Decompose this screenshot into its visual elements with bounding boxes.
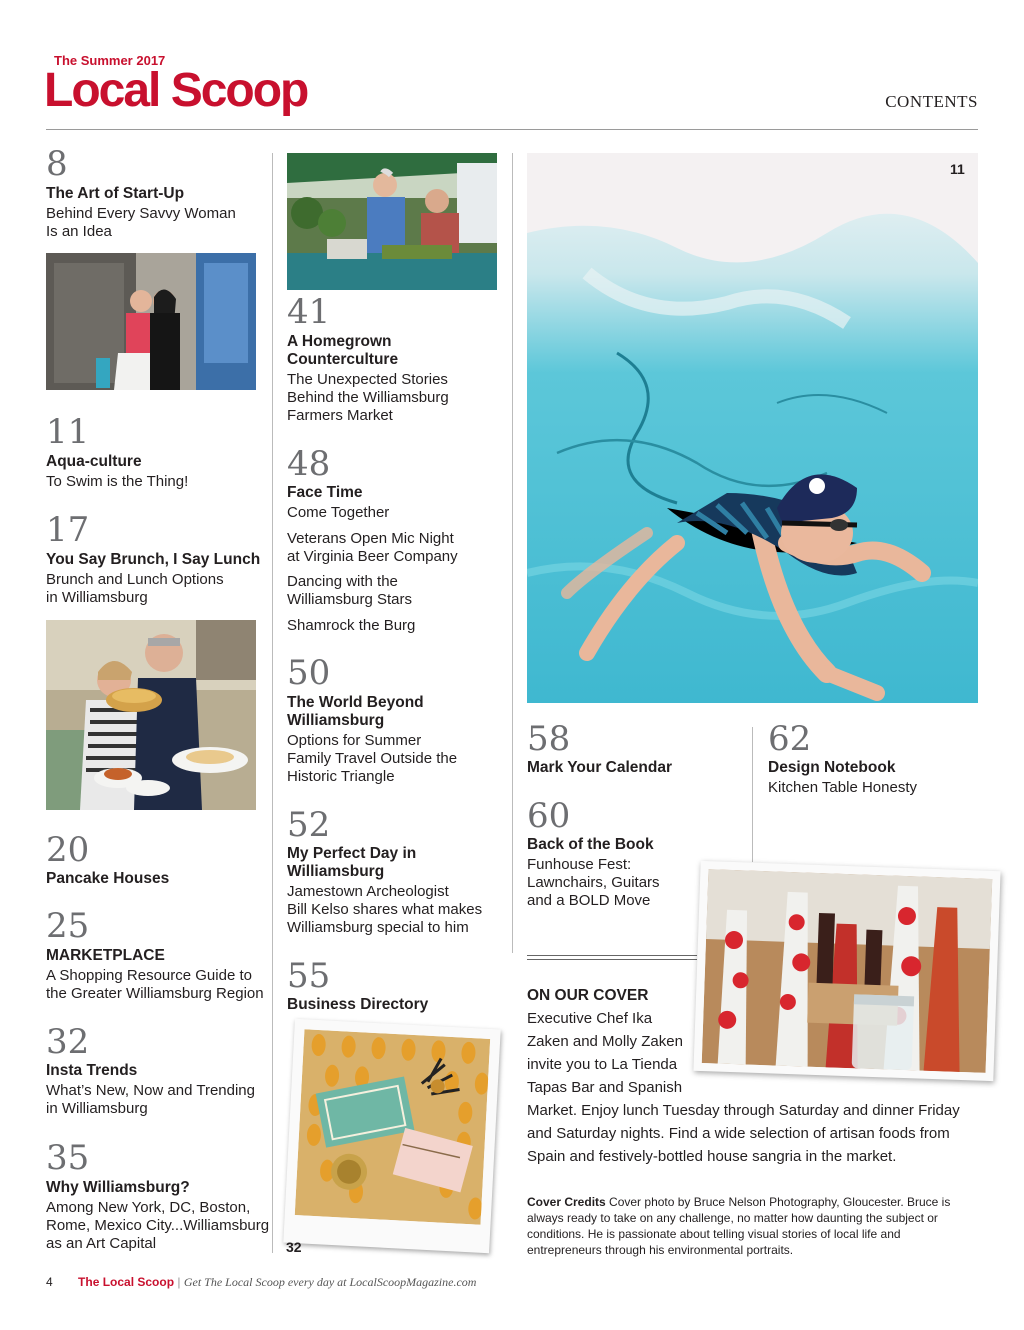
toc-page-number: 20: [46, 830, 90, 870]
toc-title: The Art of Start-Up: [46, 185, 185, 202]
toc-subtitle: Brunch and Lunch Options in Williamsburg: [46, 571, 224, 606]
toc-page-number: 58: [527, 719, 571, 759]
photo-couple-with-pancakes: [46, 620, 256, 810]
photo-farmers-market: [287, 153, 497, 290]
toc-page-number: 55: [287, 956, 331, 996]
toc-page-number: 35: [46, 1138, 90, 1178]
toc-subtitle: A Shopping Resource Guide to the Greater Williamsburg Region: [46, 967, 264, 1002]
credits-text: Cover photo by Bruce Nelson Photography, Gloucester. Bruce is always ready to take on any challenge, no matter how daunting the subject or conditions. He is passionate about telling visual stories of local life and entrepreneurs through his environmental portraits.: [527, 1195, 951, 1257]
toc-page-number: 50: [287, 653, 331, 693]
cover-line: Executive Chef Ika: [527, 1010, 653, 1027]
photo-swimmer-hero: [527, 153, 978, 703]
cover-heading: ON OUR COVER: [527, 987, 649, 1004]
magazine-logo: Local Scoop: [44, 64, 308, 117]
toc-page-number: 52: [287, 805, 331, 845]
toc-page-number: 11: [46, 412, 90, 452]
edition-label: The Summer 2017: [54, 53, 166, 68]
toc-subtitle: The Unexpected Stories Behind the Williamsburg Farmers Market: [287, 371, 449, 424]
cover-credits: [527, 1194, 967, 1258]
toc-subtitle: Jamestown Archeologist Bill Kelso shares what makes Williamsburg special to him: [287, 883, 483, 936]
toc-page-number: 32: [46, 1022, 90, 1062]
toc-title: Aqua-culture: [46, 453, 142, 470]
toc-title: Business Directory: [287, 996, 429, 1013]
polaroid-page-number: 32: [286, 1239, 302, 1255]
toc-title: Insta Trends: [46, 1062, 138, 1079]
cover-line: invite you to La Tienda: [527, 1056, 678, 1073]
column-divider-1: [272, 153, 273, 1253]
toc-subtitle: Behind Every Savvy Woman Is an Idea: [46, 205, 236, 240]
cover-line: Tapas Bar and Spanish: [527, 1079, 683, 1096]
toc-subtitle: What’s New, Now and Trending in Williamsburg: [46, 1082, 255, 1117]
toc-subtitle: To Swim is the Thing!: [46, 473, 189, 490]
toc-title: Mark Your Calendar: [527, 759, 673, 776]
footer-separator: |: [177, 1275, 181, 1289]
column-divider-3: [752, 727, 753, 862]
toc-title: A Homegrown Counterculture: [287, 333, 399, 368]
toc-page-number: 60: [527, 796, 571, 836]
section-label: CONTENTS: [885, 92, 978, 111]
toc-subtitle: Funhouse Fest: Lawnchairs, Guitars and a BOLD Move: [527, 856, 660, 909]
toc-title: Design Notebook: [768, 759, 896, 776]
footer-page-number: 4: [46, 1275, 53, 1289]
toc-page-number: 41: [287, 292, 331, 332]
toc-subtitle: Dancing with the Williamsburg Stars: [287, 573, 413, 608]
cover-line: Spain and festively-bottled house sangria in the market.: [527, 1148, 897, 1165]
photo-two-women-at-door: [46, 253, 256, 390]
cover-line: Zaken and Molly Zaken: [527, 1033, 683, 1050]
toc-page-number: 48: [287, 444, 331, 484]
toc-title: You Say Brunch, I Say Lunch: [46, 551, 261, 568]
toc-page-number: 62: [768, 719, 812, 759]
polaroid-gratitude-card: [283, 1019, 500, 1253]
toc-page-number: 8: [46, 144, 68, 184]
toc-title: Face Time: [287, 484, 363, 501]
toc-subtitle: Come Together: [287, 504, 390, 521]
toc-title: Why Williamsburg?: [46, 1179, 190, 1196]
toc-title: Pancake Houses: [46, 870, 170, 887]
toc-subtitle: Among New York, DC, Boston, Rome, Mexico City...Williamsburg as an Art Capital: [46, 1199, 270, 1252]
toc-title: The World Beyond Williamsburg: [287, 694, 424, 729]
toc-subtitle: Options for Summer Family Travel Outside the Historic Triangle: [287, 732, 458, 785]
footer-link[interactable]: Get The Local Scoop every day at LocalScoopMagazine.com: [183, 1275, 477, 1289]
toc-page-number: 25: [46, 906, 90, 946]
column-divider-2: [512, 153, 513, 953]
footer-brand: The Local Scoop: [78, 1275, 175, 1289]
cover-description: [527, 1007, 960, 1168]
page-footer: [46, 1275, 476, 1290]
header-rule: [46, 129, 978, 130]
hero-page-number: 11: [950, 161, 965, 177]
cover-divider-rule: [527, 955, 697, 956]
credits-label: Cover Credits: [527, 1195, 606, 1209]
cover-line: Market. Enjoy lunch Tuesday through Saturday and dinner Friday: [527, 1102, 960, 1119]
cover-divider-rule: [527, 959, 697, 960]
toc-subtitle: Shamrock the Burg: [287, 617, 416, 634]
toc-title: My Perfect Day in Williamsburg: [287, 845, 417, 880]
toc-subtitle: Veterans Open Mic Night at Virginia Beer Company: [287, 530, 458, 565]
toc-title: MARKETPLACE: [46, 947, 165, 964]
toc-title: Back of the Book: [527, 836, 654, 853]
cover-line: and Saturday nights. Find a wide selection of artisan foods from: [527, 1125, 950, 1142]
toc-page-number: 17: [46, 510, 90, 550]
toc-subtitle: Kitchen Table Honesty: [768, 779, 917, 796]
